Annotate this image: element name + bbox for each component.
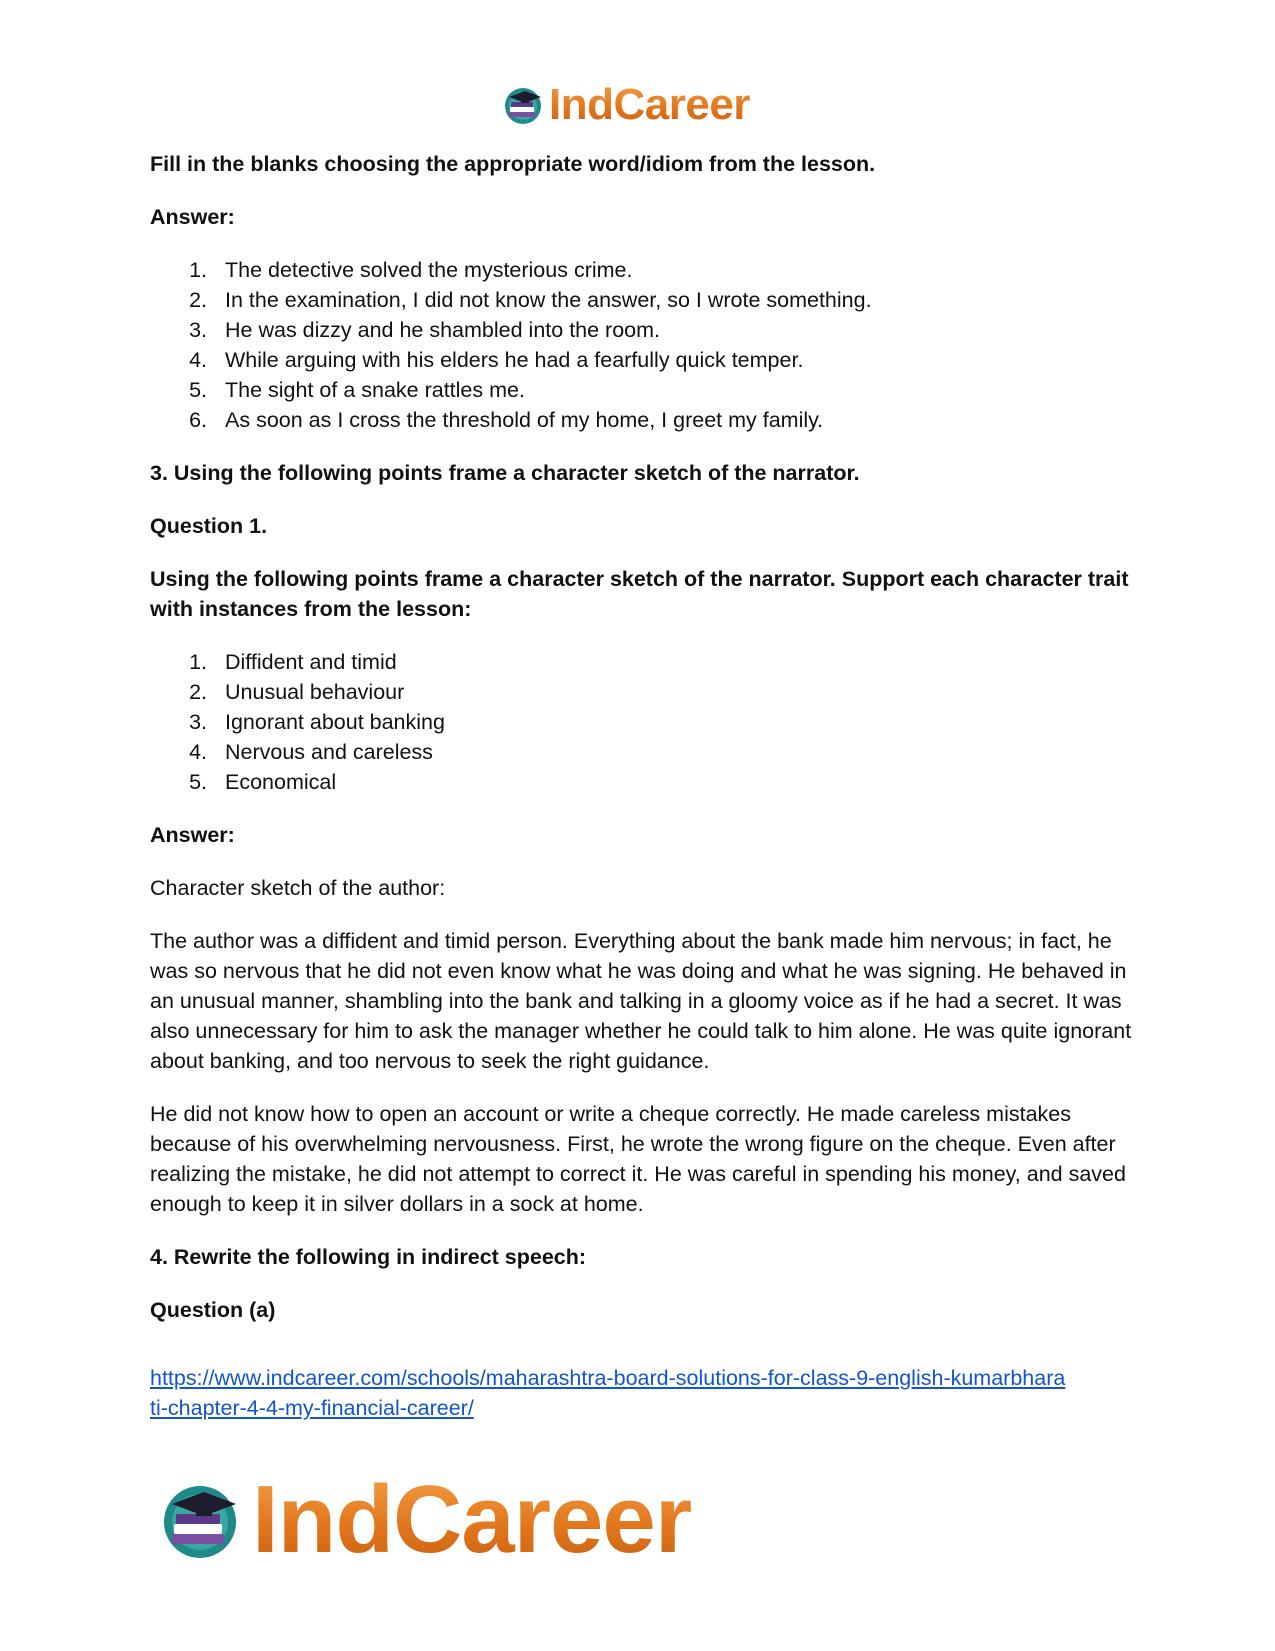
list-item: 1. Diffident and timid [189, 650, 397, 674]
paragraph-1: The author was a diffident and timid person. Everything about the bank made him nervous; in fact, he was so nervous that he did not even know what he was doing and what he was signing. He behaved in an unusual manner, shambling into the bank and talking in a gloomy voice as if he had a secret. It was also unnecessary for him to ask the manager whether he could talk to him alone. He was quite ignorant about banking, and too nervous to seek the right guidance. [150, 929, 1132, 1073]
graduation-book-icon [503, 85, 547, 125]
list-item: 1. The detective solved the mysterious crime. [189, 258, 633, 282]
list-item: 2. Unusual behaviour [189, 680, 405, 704]
q3-heading: 3. Using the following points frame a character sketch of the narrator. [150, 461, 860, 485]
traits-list [150, 647, 1135, 797]
list-item: 4. Nervous and careless [189, 740, 433, 764]
list-item: 6. As soon as I cross the threshold of my home, I greet my family. [189, 408, 824, 432]
answer-label: Answer: [150, 823, 235, 847]
header-logo [503, 80, 750, 130]
list-item: 4. While arguing with his elders he had a fearfully quick temper. [189, 348, 804, 372]
source-link[interactable] [150, 1363, 1135, 1423]
source-link-line-1[interactable]: https://www.indcareer.com/schools/maharashtra-board-solutions-for-class-9-english-kumarbhara [150, 1366, 1066, 1390]
answer-label: Answer: [150, 205, 235, 229]
list-item: 5. Economical [189, 770, 337, 794]
footer-logo [160, 1465, 691, 1575]
logo-text: IndCareer [549, 80, 750, 129]
question-a-label: Question (a) [150, 1298, 276, 1322]
q4-heading: 4. Rewrite the following in indirect speech: [150, 1245, 587, 1269]
list-item: 3. Ignorant about banking [189, 710, 445, 734]
logo-text: IndCareer [252, 1466, 692, 1573]
list-item: 5. The sight of a snake rattles me. [189, 378, 525, 402]
fill-answers-list [150, 255, 1135, 435]
question-1-text: Using the following points frame a character sketch of the narrator. Support each character trait with instances from the lesson: [150, 567, 1129, 621]
sketch-intro: Character sketch of the author: [150, 876, 446, 900]
source-link-line-2[interactable]: ti-chapter-4-4-my-financial-career/ [150, 1396, 474, 1420]
question-1-label: Question 1. [150, 514, 268, 538]
fill-blanks-heading: Fill in the blanks choosing the appropriate word/idiom from the lesson. [150, 152, 876, 176]
paragraph-2: He did not know how to open an account or write a cheque correctly. He made careless mistakes because of his overwhelming nervousness. First, he wrote the wrong figure on the cheque. Even after realizing the mistake, he did not attempt to correct it. He was careful in spending his money, and saved enough to keep it in silver dollars in a sock at home. [150, 1102, 1126, 1216]
list-item: 2. In the examination, I did not know the answer, so I wrote something. [189, 288, 872, 312]
graduation-book-icon [160, 1479, 248, 1561]
document-body [150, 149, 1135, 1423]
list-item: 3. He was dizzy and he shambled into the room. [189, 318, 661, 342]
